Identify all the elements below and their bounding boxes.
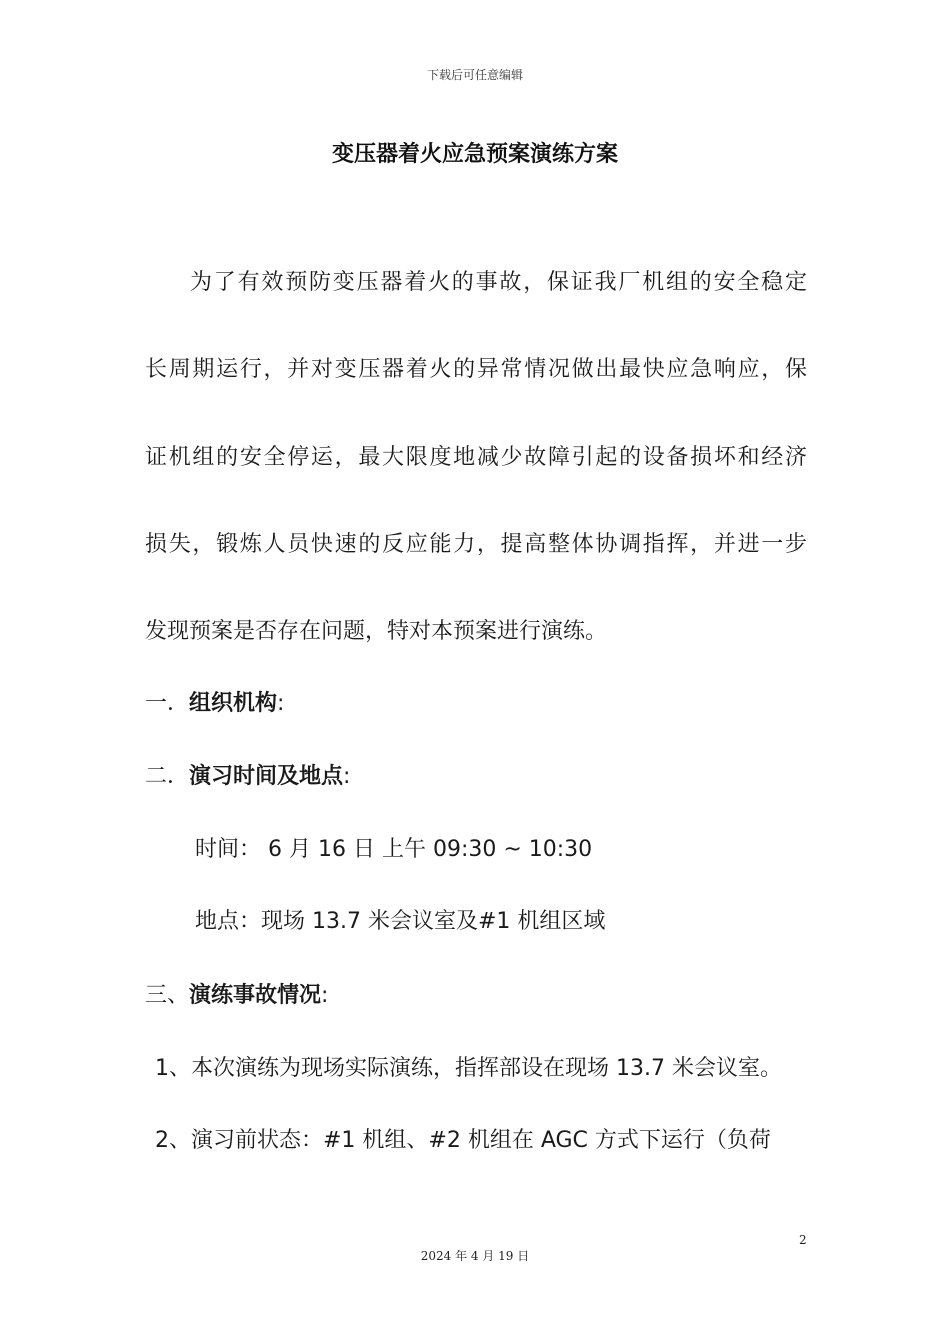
header-note: 下载后可任意编辑 <box>426 68 523 82</box>
section-heading-time-place <box>145 762 350 792</box>
section-heading-accident <box>145 981 328 1011</box>
footer-date: 2024 年 4 月 19 日 <box>420 1249 530 1263</box>
section-title: 演习时间及地点 <box>189 764 344 789</box>
section-suffix: : <box>277 691 285 716</box>
page-number: 2 <box>799 1233 807 1247</box>
intro-line-3: 证机组的安全停运，最大限度地减少故障引起的设备损坏和经济 <box>145 445 807 470</box>
drill-place-line: 地点：现场 13.7 米会议室及#1 机组区域 <box>195 909 606 934</box>
section-prefix: 一． <box>145 691 190 716</box>
section-suffix: : <box>321 983 329 1008</box>
section-title: 组织机构 <box>189 691 278 716</box>
intro-line-5: 发现预案是否存在问题，特对本预案进行演练。 <box>145 619 608 644</box>
intro-line-1: 为了有效预防变压器着火的事故，保证我厂机组的安全稳定 <box>190 270 807 295</box>
accident-item-1: 1、本次演练为现场实际演练，指挥部设在现场 13.7 米会议室。 <box>155 1056 782 1081</box>
drill-time-line: 时间： 6 月 16 日 上午 09:30 ~ 10:30 <box>195 837 593 862</box>
section-heading-organization <box>145 689 284 719</box>
section-title: 演练事故情况 <box>189 983 322 1008</box>
section-prefix: 二． <box>145 764 190 789</box>
intro-line-4: 损失，锻炼人员快速的反应能力，提高整体协调指挥，并进一步 <box>145 532 807 557</box>
intro-line-2: 长周期运行，并对变压器着火的异常情况做出最快应急响应，保 <box>145 357 807 382</box>
section-suffix: : <box>343 764 351 789</box>
section-prefix: 三、 <box>145 983 190 1008</box>
accident-item-2: 2、演习前状态：#1 机组、#2 机组在 AGC 方式下运行（负荷 <box>155 1128 771 1153</box>
document-title: 变压器着火应急预案演练方案 <box>331 142 618 167</box>
